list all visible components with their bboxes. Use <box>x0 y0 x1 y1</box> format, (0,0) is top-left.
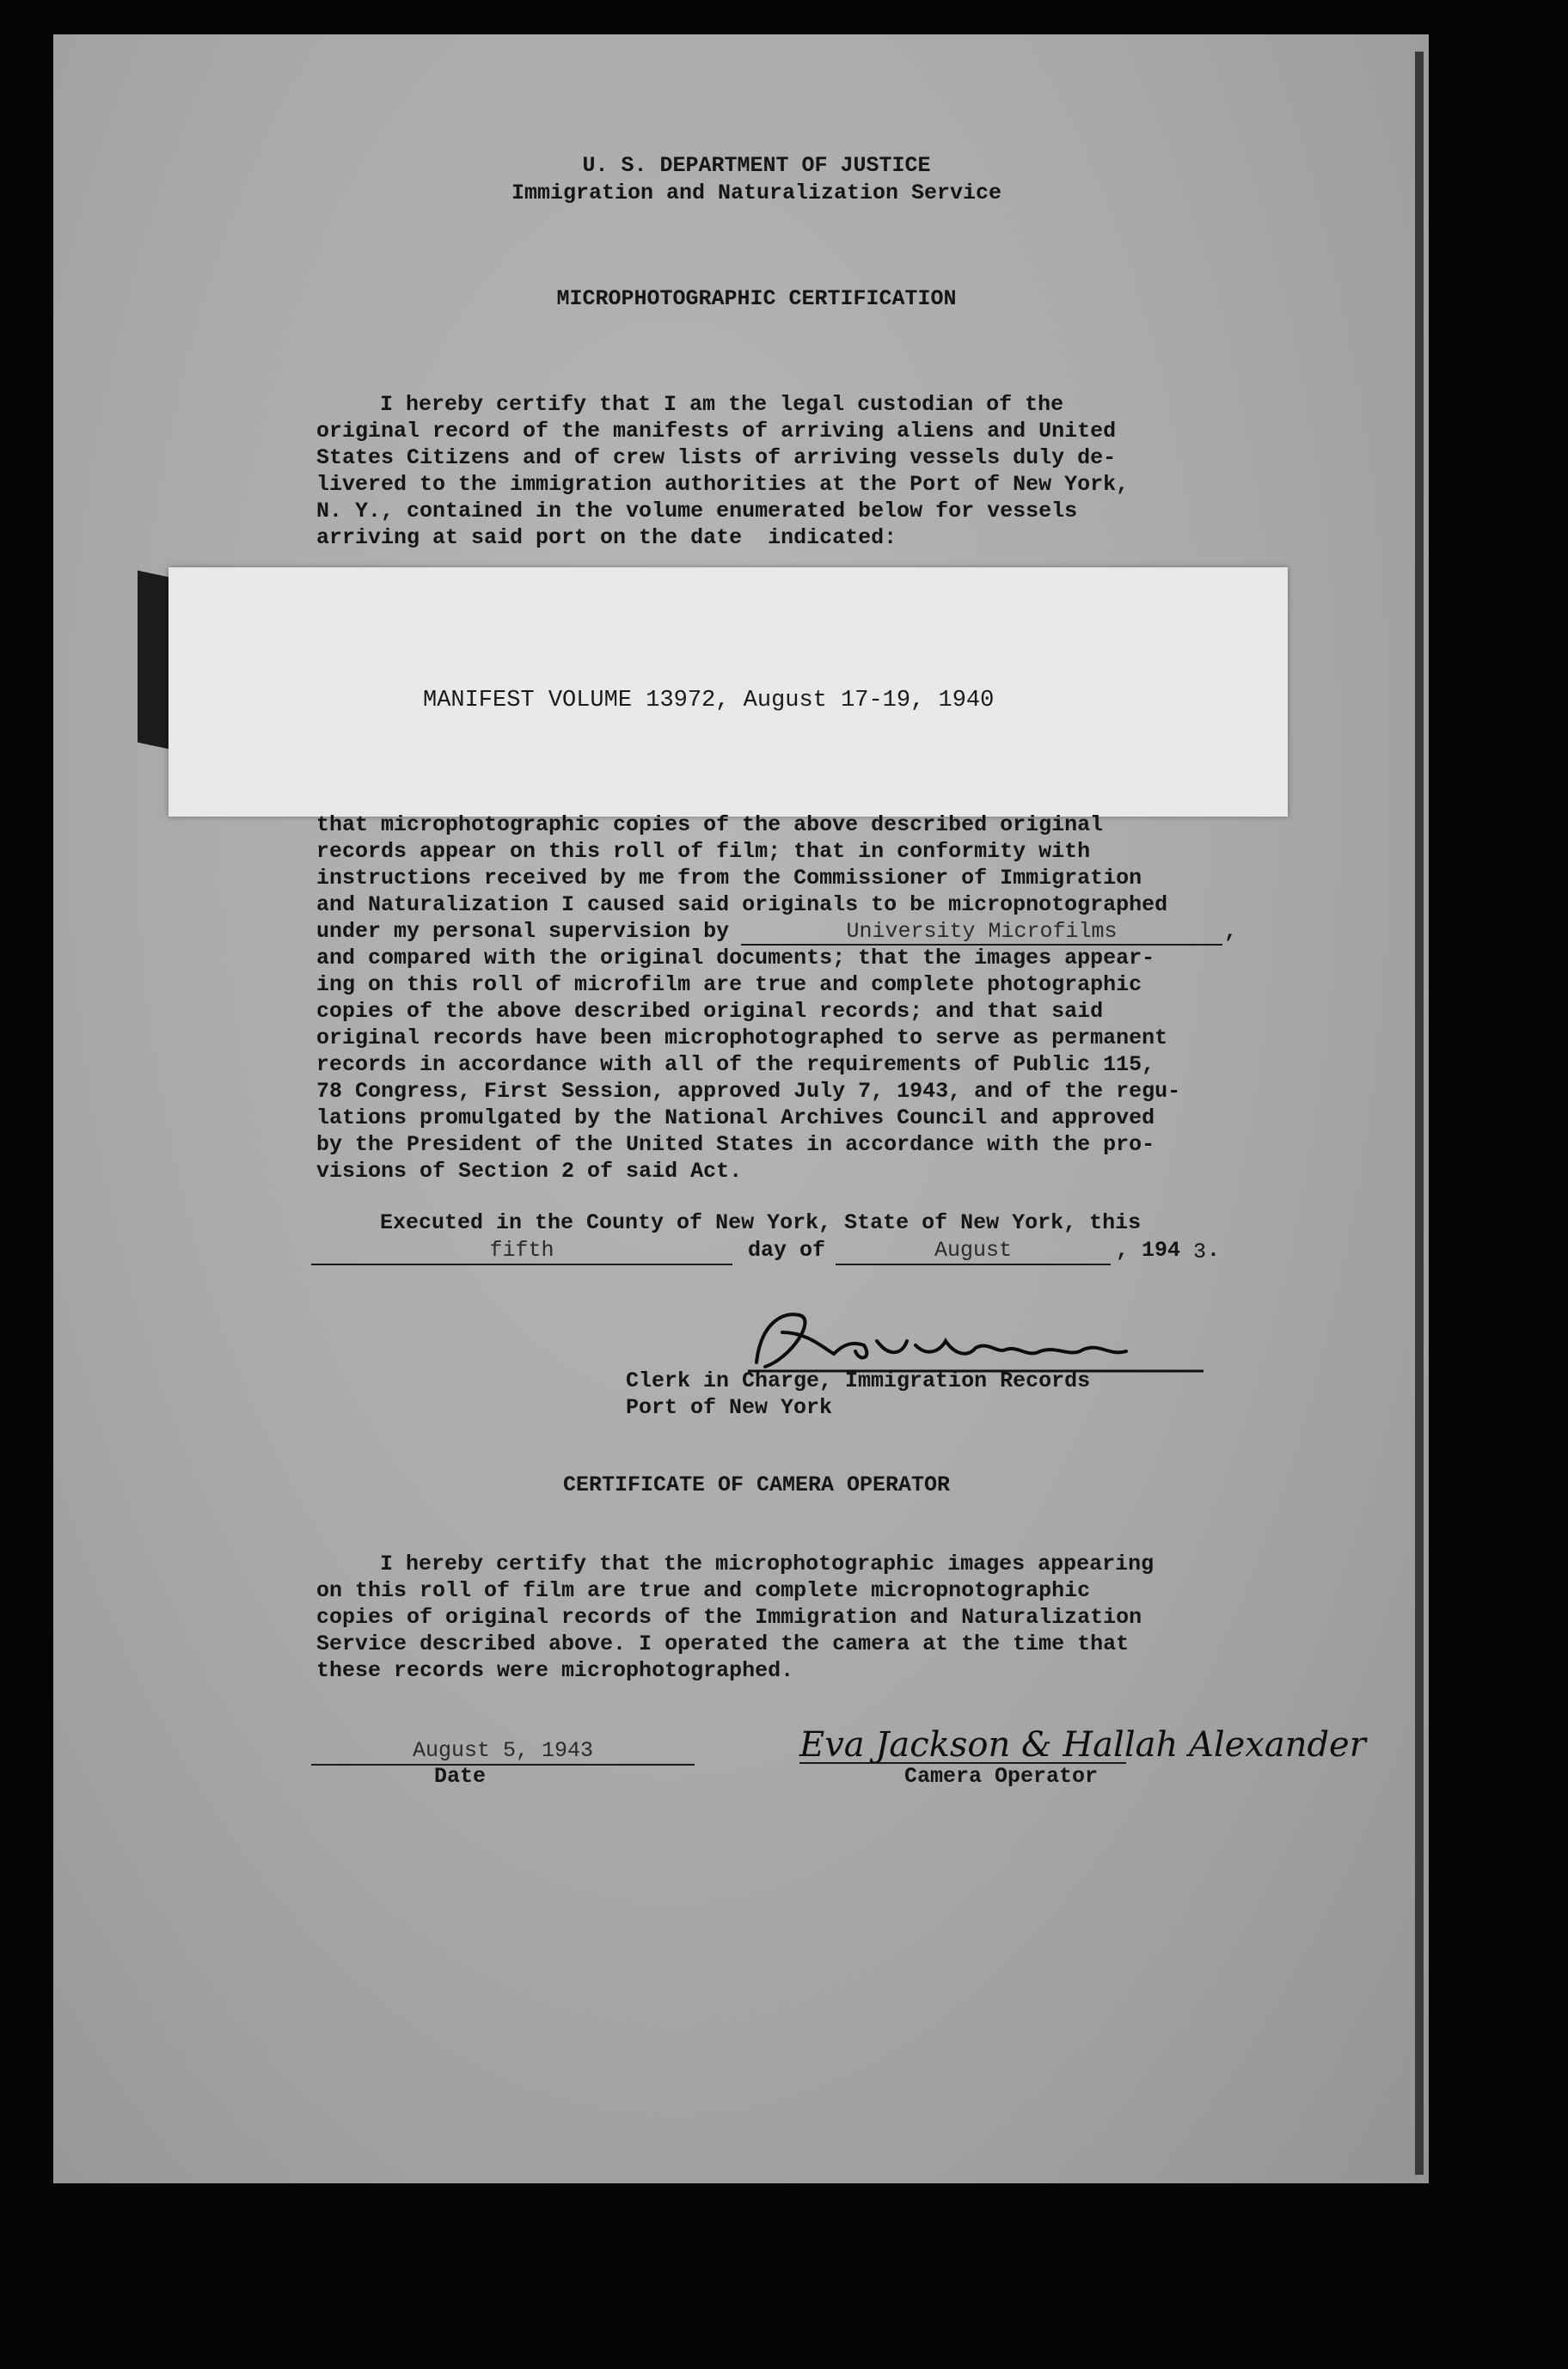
clerk-port: Port of New York <box>626 1395 833 1420</box>
body-line: under my personal supervision by <box>316 919 730 944</box>
body-line: instructions received by me from the Commissioner of Immigration <box>316 866 1142 891</box>
body-line: that microphotographic copies of the above described original <box>316 812 1104 837</box>
camera-line: I hereby certify that the microphotographic images appearing <box>380 1552 1155 1576</box>
intro-line: I hereby certify that I am the legal custodian of the <box>380 392 1064 417</box>
clerk-title: Clerk in Charge, Immigration Records <box>626 1368 1091 1393</box>
body-line: visions of Section 2 of said Act. <box>316 1159 743 1184</box>
executed-line: Executed in the County of New York, State of New York, this <box>380 1210 1142 1235</box>
body-line: by the President of the United States in accordance with the pro- <box>316 1132 1155 1157</box>
service-heading: Immigration and Naturalization Service <box>511 181 1002 205</box>
page-edge-shadow <box>1415 52 1424 2175</box>
camera-line: these records were microphotographed. <box>316 1658 794 1683</box>
intro-line: livered to the immigration authorities at the Port of New York, <box>316 472 1130 497</box>
supervisor-fill: University Microfilms <box>846 919 1118 944</box>
body-line: original records have been microphotographed to serve as permanent <box>316 1025 1168 1050</box>
camera-line: copies of original records of the Immigration and Naturalization <box>316 1605 1142 1630</box>
body-line: ing on this roll of microfilm are true and complete photographic <box>316 972 1142 997</box>
camera-line: on this roll of film are true and complete micropnotographic <box>316 1578 1091 1603</box>
year-fill: 3 <box>1193 1240 1207 1264</box>
date-fill: August 5, 1943 <box>412 1738 594 1763</box>
intro-line: original record of the manifests of arriving aliens and United <box>316 419 1117 444</box>
operator-signature: Eva Jackson & Hallah Alexander <box>799 1725 1366 1765</box>
camera-certificate-title: CERTIFICATE OF CAMERA OPERATOR <box>562 1472 951 1497</box>
body-line: lations promulgated by the National Archives Council and approved <box>316 1105 1155 1130</box>
certification-title: MICROPHOTOGRAPHIC CERTIFICATION <box>556 286 957 311</box>
body-line: records appear on this roll of film; that in conformity with <box>316 839 1091 864</box>
intro-line: States Citizens and of crew lists of arriving vessels duly de- <box>316 445 1117 470</box>
intro-line: N. Y., contained in the volume enumerated below for vessels <box>316 499 1078 523</box>
year-prefix: , 194 <box>1116 1238 1181 1263</box>
manifest-volume-label: MANIFEST VOLUME 13972, August 17-19, 1940 <box>423 688 995 713</box>
body-line: copies of the above described original records; and that said <box>316 999 1104 1024</box>
camera-line: Service described above. I operated the camera at the time that <box>316 1631 1130 1656</box>
day-fill: fifth <box>489 1238 554 1263</box>
body-line: records in accordance with all of the requirements of Public 115, <box>316 1052 1155 1077</box>
body-line: and compared with the original documents; that the images appear- <box>316 946 1155 970</box>
intro-line: arriving at said port on the date indicated: <box>316 525 897 550</box>
date-label: Date <box>434 1764 487 1789</box>
supervisor-comma: , <box>1224 919 1238 944</box>
year-period: . <box>1207 1238 1221 1263</box>
date-underline <box>311 1764 695 1766</box>
department-heading: U. S. DEPARTMENT OF JUSTICE <box>582 153 931 178</box>
day-of-label: day of <box>748 1238 826 1263</box>
month-fill: August <box>934 1238 1012 1263</box>
day-underline <box>311 1264 732 1265</box>
body-line: and Naturalization I caused said originals to be micropnotographed <box>316 892 1168 917</box>
month-underline <box>836 1264 1111 1265</box>
body-line: 78 Congress, First Session, approved July 7, 1943, and of the regu- <box>316 1079 1181 1104</box>
operator-label: Camera Operator <box>904 1764 1099 1789</box>
